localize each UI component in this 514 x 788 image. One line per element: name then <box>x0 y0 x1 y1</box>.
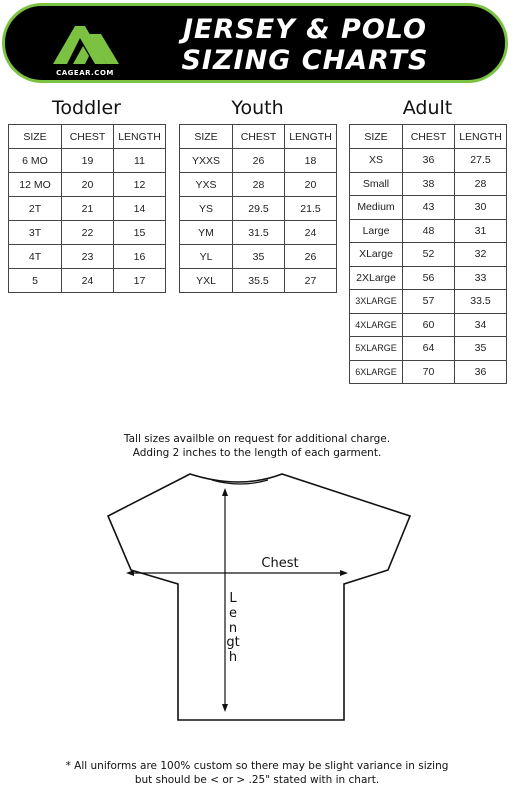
table-row <box>350 313 507 337</box>
table-cell: 33.5 <box>455 290 507 314</box>
chest-label: Chest <box>261 556 299 571</box>
table-cell: 31.5 <box>233 221 285 245</box>
table-cell: 19 <box>62 149 114 173</box>
column-header: CHEST <box>403 125 455 149</box>
table-cell: 5XLARGE <box>350 337 403 361</box>
table-cell: 3XLARGE <box>350 290 403 314</box>
tall-note-line-1: Tall sizes availble on request for additional charge. <box>123 433 391 445</box>
length-label: Length <box>226 591 240 666</box>
table-cell: YS <box>180 197 233 221</box>
table-cell: 23 <box>62 245 114 269</box>
table-cell: 36 <box>403 149 455 173</box>
table-row <box>350 149 507 173</box>
table-row <box>180 245 337 269</box>
table-cell: 35 <box>455 337 507 361</box>
column-header: LENGTH <box>285 125 337 149</box>
table-cell: 70 <box>403 360 455 384</box>
table-cell: 24 <box>285 221 337 245</box>
table-cell: 27 <box>285 269 337 293</box>
table-cell: 52 <box>403 243 455 267</box>
column-header: CHEST <box>62 125 114 149</box>
table-row <box>180 269 337 293</box>
chest-arrow-left-head <box>126 570 134 576</box>
page-title <box>145 14 465 76</box>
table-cell: 56 <box>403 266 455 290</box>
table-cell: 38 <box>403 172 455 196</box>
table-cell: 18 <box>285 149 337 173</box>
table-cell: YXS <box>180 173 233 197</box>
table-cell: 3T <box>9 221 62 245</box>
table-row <box>9 245 166 269</box>
table-cell: 11 <box>114 149 166 173</box>
adult-size-table <box>349 124 507 384</box>
toddler-size-table <box>8 124 166 293</box>
youth-title: Youth <box>231 97 284 119</box>
table-cell: 31 <box>455 219 507 243</box>
table-cell: 27.5 <box>455 149 507 173</box>
column-header: LENGTH <box>114 125 166 149</box>
toddler-title: Toddler <box>52 97 121 119</box>
table-row <box>350 243 507 267</box>
table-cell: YM <box>180 221 233 245</box>
table-cell: 14 <box>114 197 166 221</box>
table-row <box>180 197 337 221</box>
table-row <box>350 266 507 290</box>
table-cell: 2XLarge <box>350 266 403 290</box>
table-cell: 16 <box>114 245 166 269</box>
table-row <box>350 172 507 196</box>
table-header-row <box>9 125 166 149</box>
table-cell: 5 <box>9 269 62 293</box>
table-cell: 35 <box>233 245 285 269</box>
table-cell: 21 <box>62 197 114 221</box>
table-cell: 12 MO <box>9 173 62 197</box>
table-cell: 4XLARGE <box>350 313 403 337</box>
table-row <box>180 173 337 197</box>
table-row <box>180 221 337 245</box>
table-cell: 6XLARGE <box>350 360 403 384</box>
table-cell: 4T <box>9 245 62 269</box>
table-cell: YXXS <box>180 149 233 173</box>
table-row <box>9 197 166 221</box>
table-cell: 43 <box>403 196 455 220</box>
table-header-row <box>350 125 507 149</box>
column-header: CHEST <box>233 125 285 149</box>
column-header: LENGTH <box>455 125 507 149</box>
table-cell: Large <box>350 219 403 243</box>
table-cell: 22 <box>62 221 114 245</box>
footer-note <box>0 759 514 787</box>
table-cell: 12 <box>114 173 166 197</box>
tall-note <box>0 432 514 460</box>
table-row <box>180 149 337 173</box>
table-row <box>9 173 166 197</box>
table-cell: 28 <box>233 173 285 197</box>
table-cell: Medium <box>350 196 403 220</box>
title-line-1: JERSEY & POLO <box>182 14 427 45</box>
table-cell: 20 <box>285 173 337 197</box>
adult-title: Adult <box>402 97 453 119</box>
table-cell: 15 <box>114 221 166 245</box>
table-cell: 24 <box>62 269 114 293</box>
shirt-diagram <box>0 465 514 725</box>
table-row <box>350 219 507 243</box>
table-cell: 60 <box>403 313 455 337</box>
table-cell: 30 <box>455 196 507 220</box>
table-cell: YL <box>180 245 233 269</box>
table-cell: 6 MO <box>9 149 62 173</box>
table-cell: XLarge <box>350 243 403 267</box>
shirt-outline <box>108 474 410 720</box>
table-cell: 36 <box>455 360 507 384</box>
column-header: SIZE <box>350 125 403 149</box>
table-cell: 26 <box>233 149 285 173</box>
table-cell: 48 <box>403 219 455 243</box>
table-cell: 17 <box>114 269 166 293</box>
table-row <box>9 221 166 245</box>
column-header: SIZE <box>180 125 233 149</box>
table-cell: 33 <box>455 266 507 290</box>
footer-note-line-2: but should be < or > .25" stated with in chart. <box>134 774 380 786</box>
table-row <box>9 269 166 293</box>
table-cell: 64 <box>403 337 455 361</box>
youth-size-table <box>179 124 337 293</box>
table-cell: 28 <box>455 172 507 196</box>
table-row <box>350 290 507 314</box>
footer-note-line-1: * All uniforms are 100% custom so there may be slight variance in sizing <box>65 760 449 772</box>
tall-note-line-2: Adding 2 inches to the length of each garment. <box>132 447 382 459</box>
header-banner <box>2 3 508 83</box>
table-row <box>350 337 507 361</box>
title-line-2: SIZING CHARTS <box>181 45 429 76</box>
table-cell: 21.5 <box>285 197 337 221</box>
table-row <box>350 196 507 220</box>
table-cell: 35.5 <box>233 269 285 293</box>
column-header: SIZE <box>9 125 62 149</box>
table-cell: 57 <box>403 290 455 314</box>
table-cell: 32 <box>455 243 507 267</box>
table-cell: YXL <box>180 269 233 293</box>
table-cell: 34 <box>455 313 507 337</box>
table-cell: 29.5 <box>233 197 285 221</box>
table-cell: XS <box>350 149 403 173</box>
table-cell: Small <box>350 172 403 196</box>
logo-text: CAGEAR.COM <box>56 69 114 77</box>
table-row <box>9 149 166 173</box>
table-cell: 26 <box>285 245 337 269</box>
table-header-row <box>180 125 337 149</box>
table-cell: 2T <box>9 197 62 221</box>
table-cell: 20 <box>62 173 114 197</box>
table-row <box>350 360 507 384</box>
